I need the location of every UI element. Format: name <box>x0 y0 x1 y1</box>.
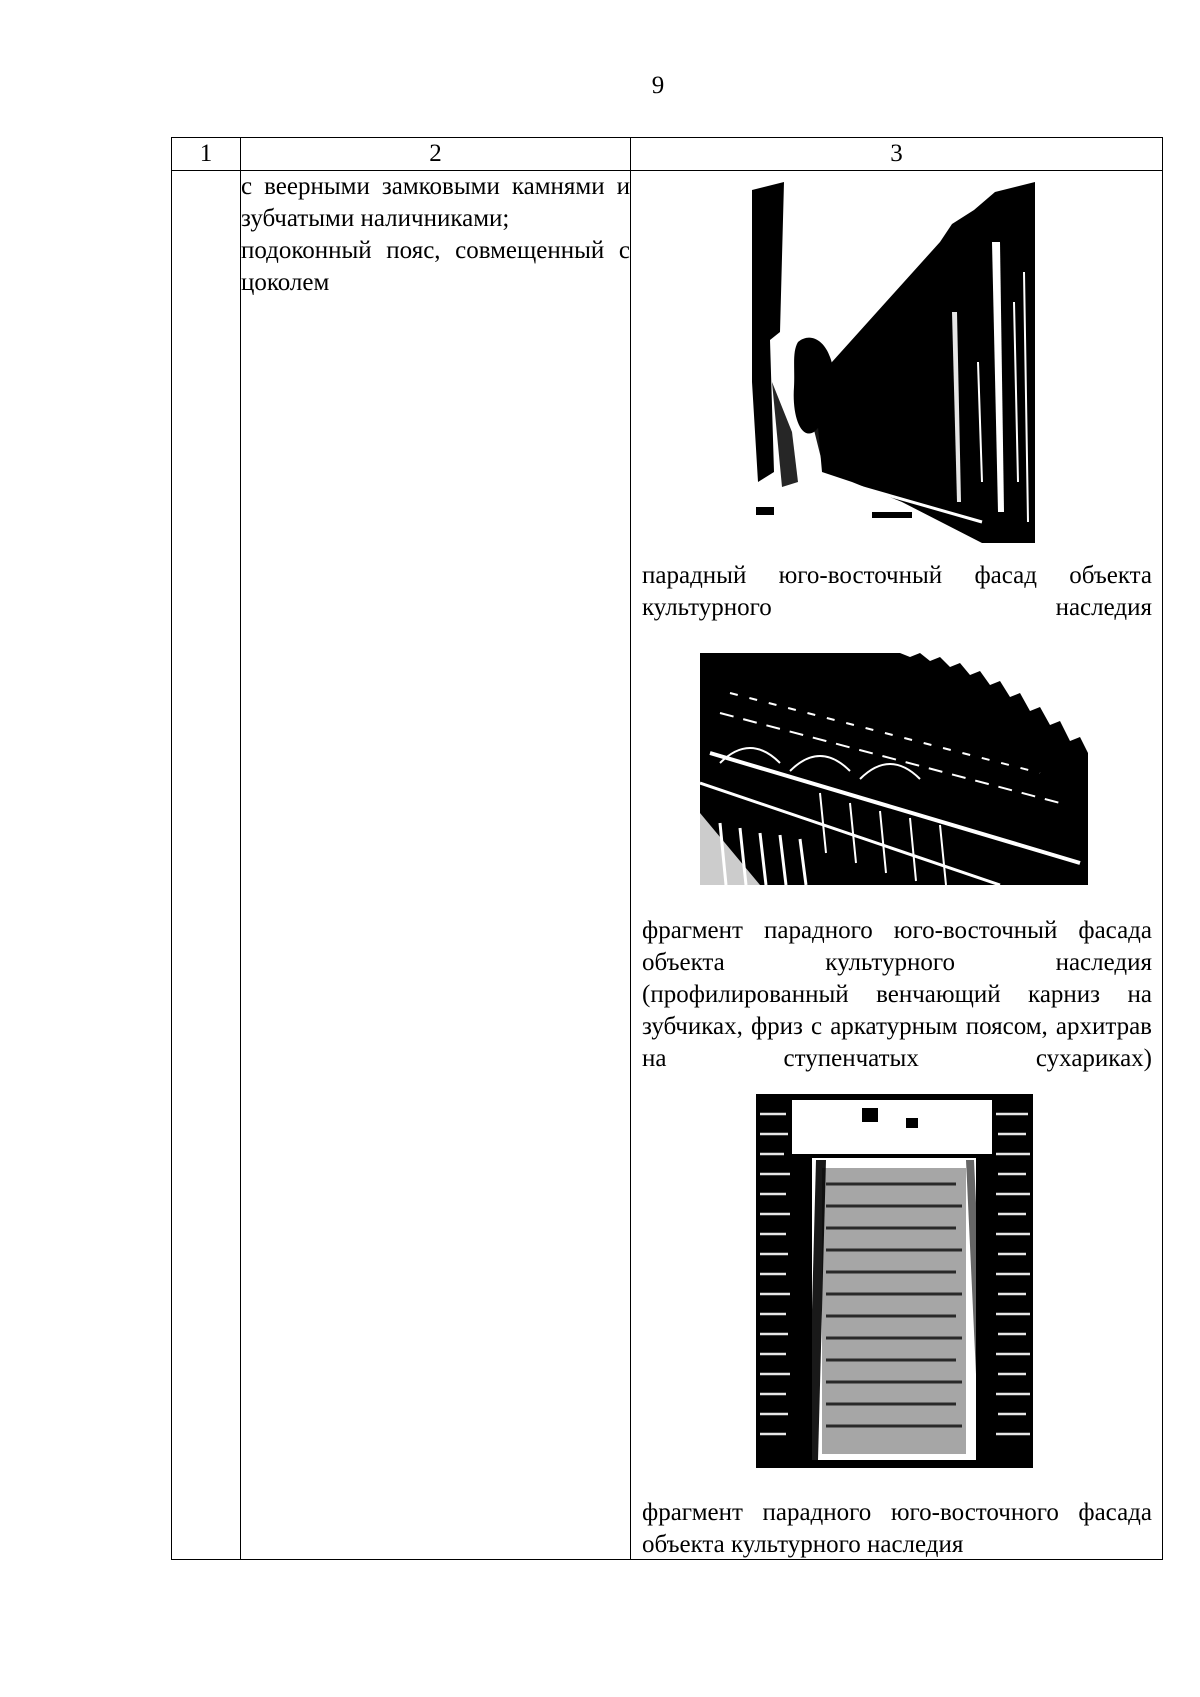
photo-facade-perspective <box>752 182 1035 543</box>
column-header-3: 3 <box>631 138 1163 171</box>
page-number: 9 <box>651 72 665 99</box>
description-cell <box>241 171 631 1560</box>
photo-cornice-fragment <box>700 653 1088 885</box>
column-header-2: 2 <box>241 138 631 171</box>
description-paragraph: подоконный пояс, совмещенный с цоколем <box>241 237 630 296</box>
column-header-1: 1 <box>172 138 241 171</box>
object-description-table <box>171 137 1163 1560</box>
row-number-cell <box>172 171 241 1560</box>
photo-caption: фрагмент парадного юго-восточный фасада объекта культурного наследия (профилированный венчающий карниз на зубчиках, фриз с аркатурным поясом, архитрав на ступенчатых сухариках) <box>642 917 1152 1072</box>
table-row <box>172 171 1163 1560</box>
photo-caption: фрагмент парадного юго-восточного фасада объекта культурного наследия <box>642 1499 1152 1558</box>
table-header-row <box>172 138 1163 171</box>
photo-window-fragment <box>756 1094 1033 1468</box>
illustrations-cell <box>631 171 1163 1560</box>
photo-caption: парадный юго-восточный фасад объекта культурного наследия <box>642 562 1152 621</box>
description-paragraph: с веерными замковыми камнями и зубчатыми наличниками; <box>241 173 630 232</box>
